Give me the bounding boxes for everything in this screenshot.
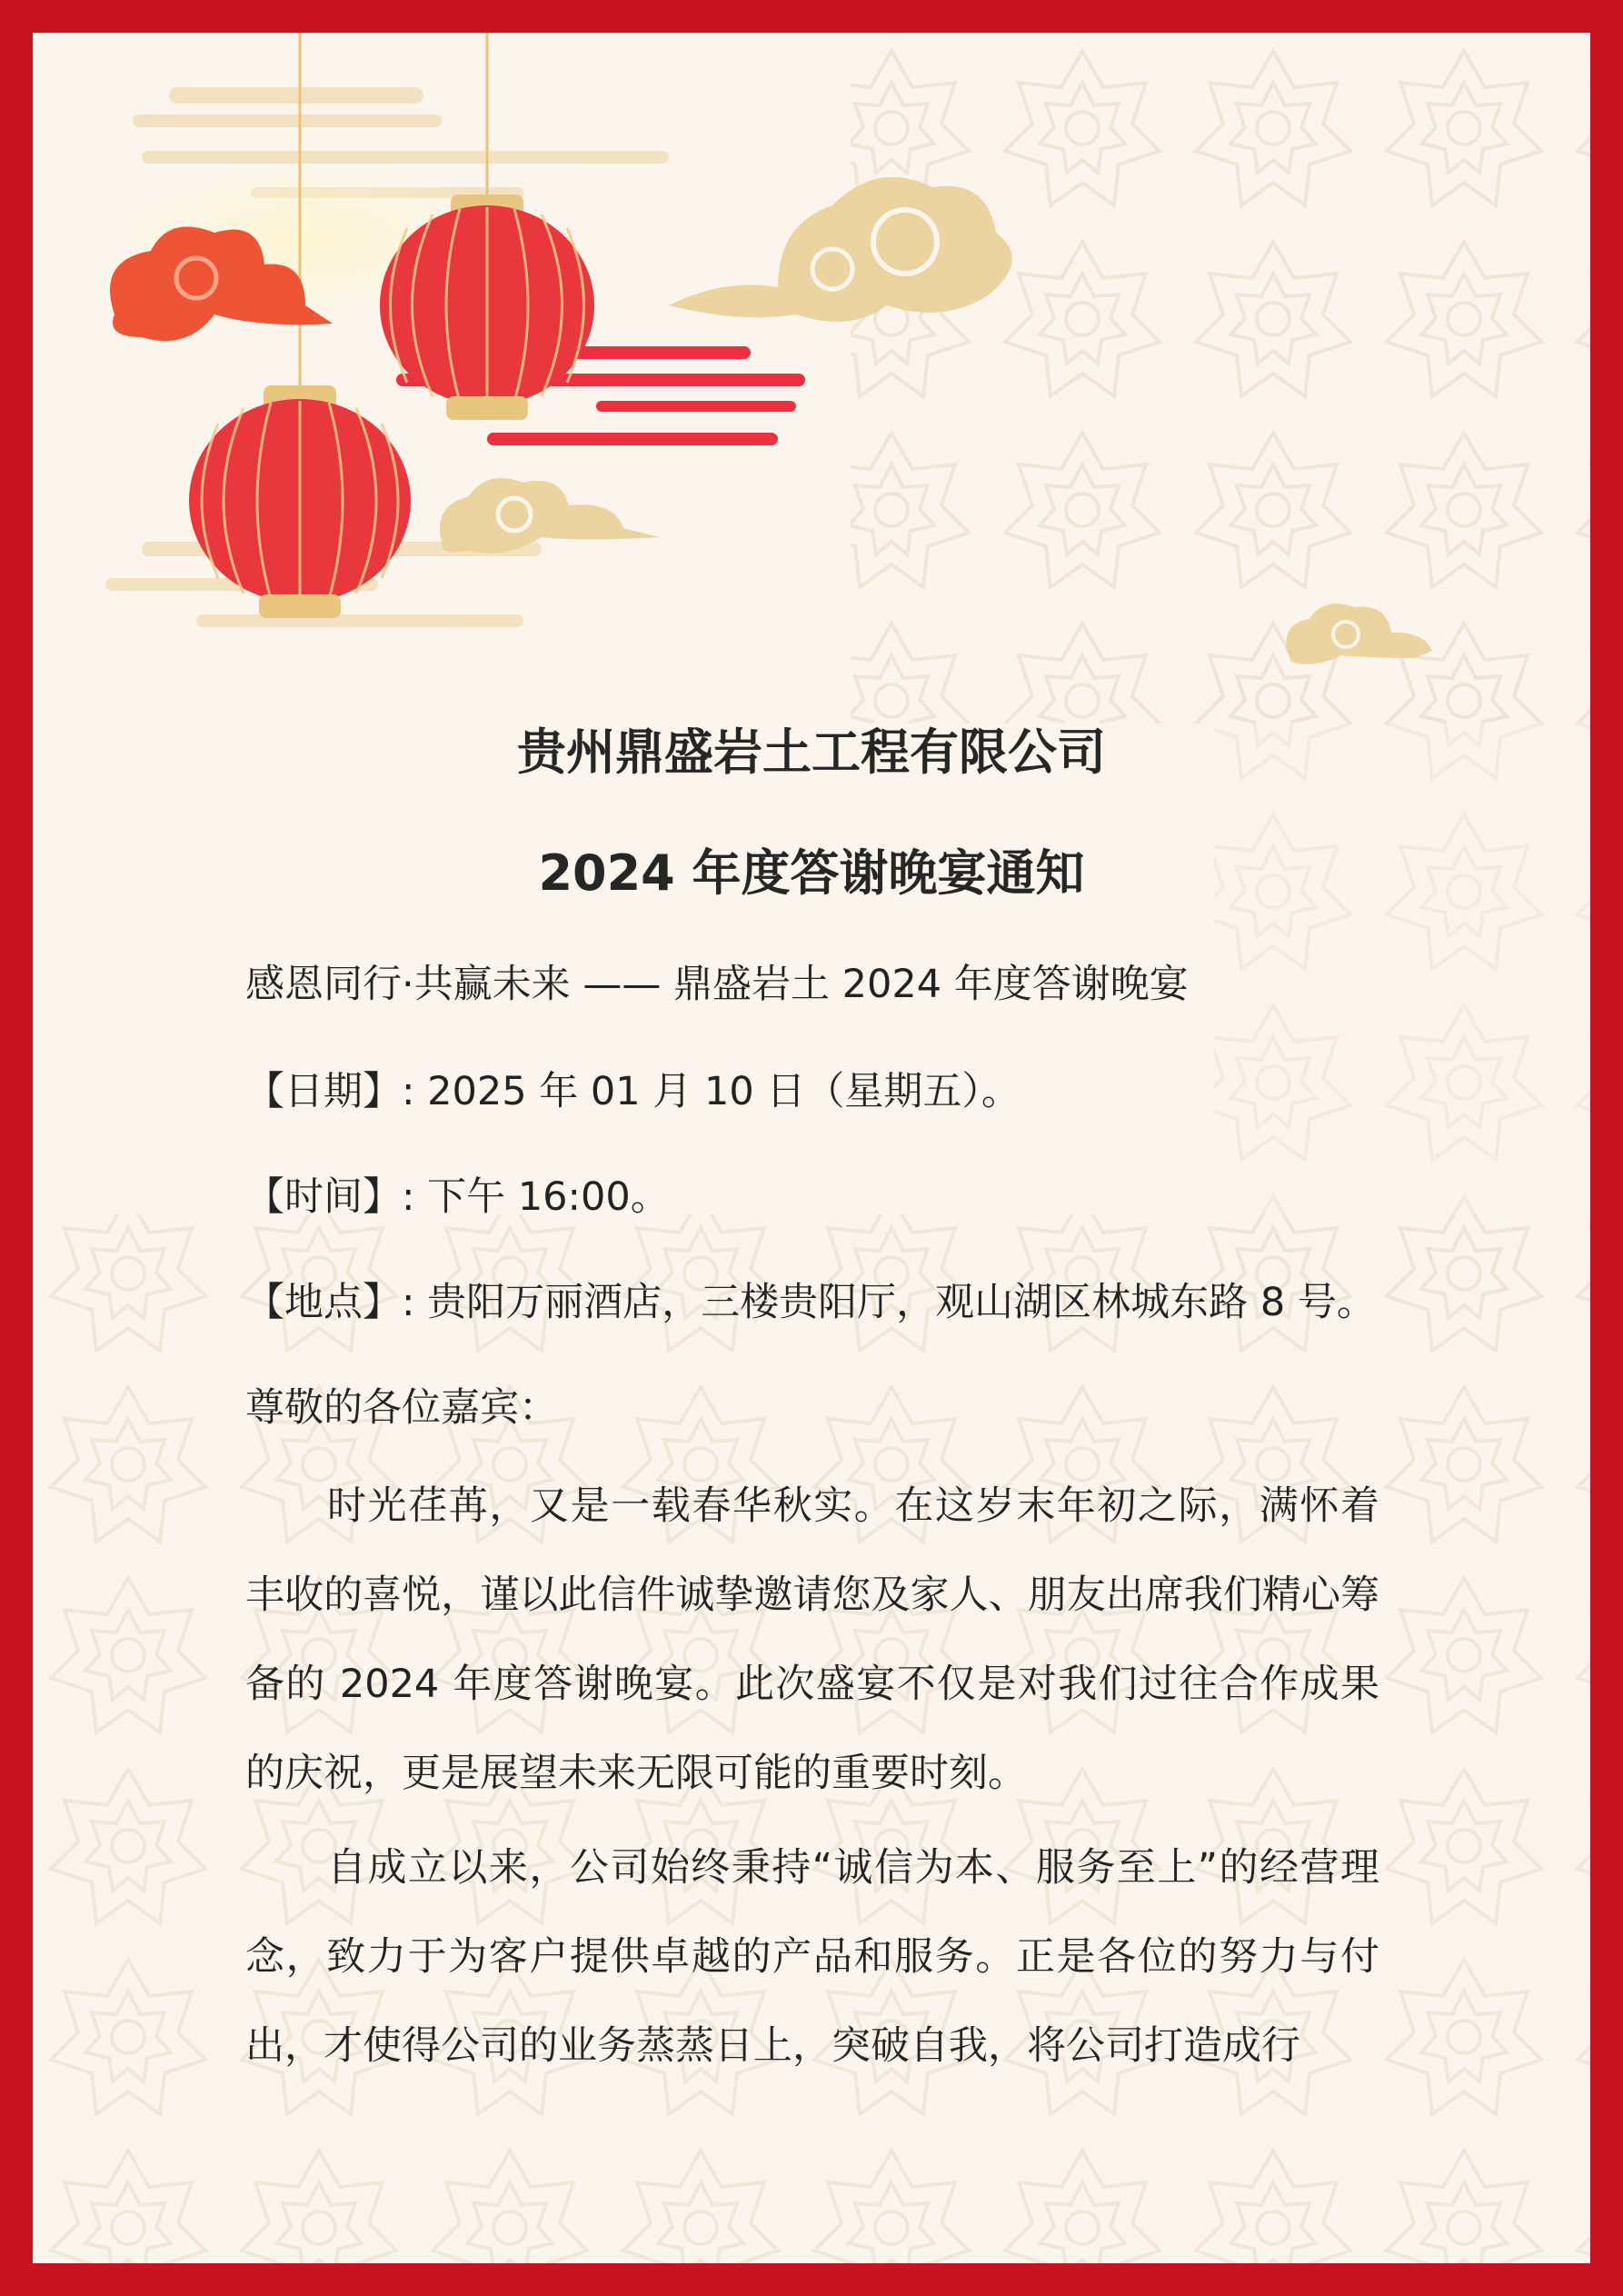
event-slogan: 感恩同行·共赢未来 —— 鼎盛岩土 2024 年度答谢晚宴 [245, 962, 1189, 1007]
document-title: 2024 年度答谢晚宴通知 [538, 844, 1085, 902]
salutation: 尊敬的各位嘉宾： [245, 1385, 558, 1431]
company-name: 贵州鼎盛岩土工程有限公司 [517, 724, 1106, 781]
invitation-page [33, 33, 1590, 2263]
cloud-icon [1286, 604, 1432, 664]
body-paragraph-1: 时光荏苒，又是一载春华秋实。在这岁末年初之际，满怀着丰收的喜悦，谨以此信件诚挚邀请您及家人、朋友出席我们精心筹备的 2024 年度答谢晚宴。此次盛宴不仅是对我们过往合作成果的庆祝，更是展望未来无限可能的重要时刻。 [245, 1483, 1379, 1796]
cloud-icon [440, 478, 660, 554]
cloud-icon [669, 177, 1012, 322]
body-paragraph-2: 自成立以来，公司始终秉持“诚信为本、服务至上”的经营理念，致力于为客户提供卓越的产品和服务。正是各位的努力与付出，才使得公司的业务蒸蒸日上，突破自我，将公司打造成行 [245, 1845, 1379, 2069]
festive-decoration [33, 33, 1590, 724]
event-location: 【地点】: 贵阳万丽酒店，三楼贵阳厅，观山湖区林城东路 8 号。 [245, 1280, 1376, 1325]
event-time: 【时间】: 下午 16:00。 [245, 1174, 670, 1220]
event-date: 【日期】: 2025 年 01 月 10 日（星期五）。 [245, 1069, 1021, 1114]
